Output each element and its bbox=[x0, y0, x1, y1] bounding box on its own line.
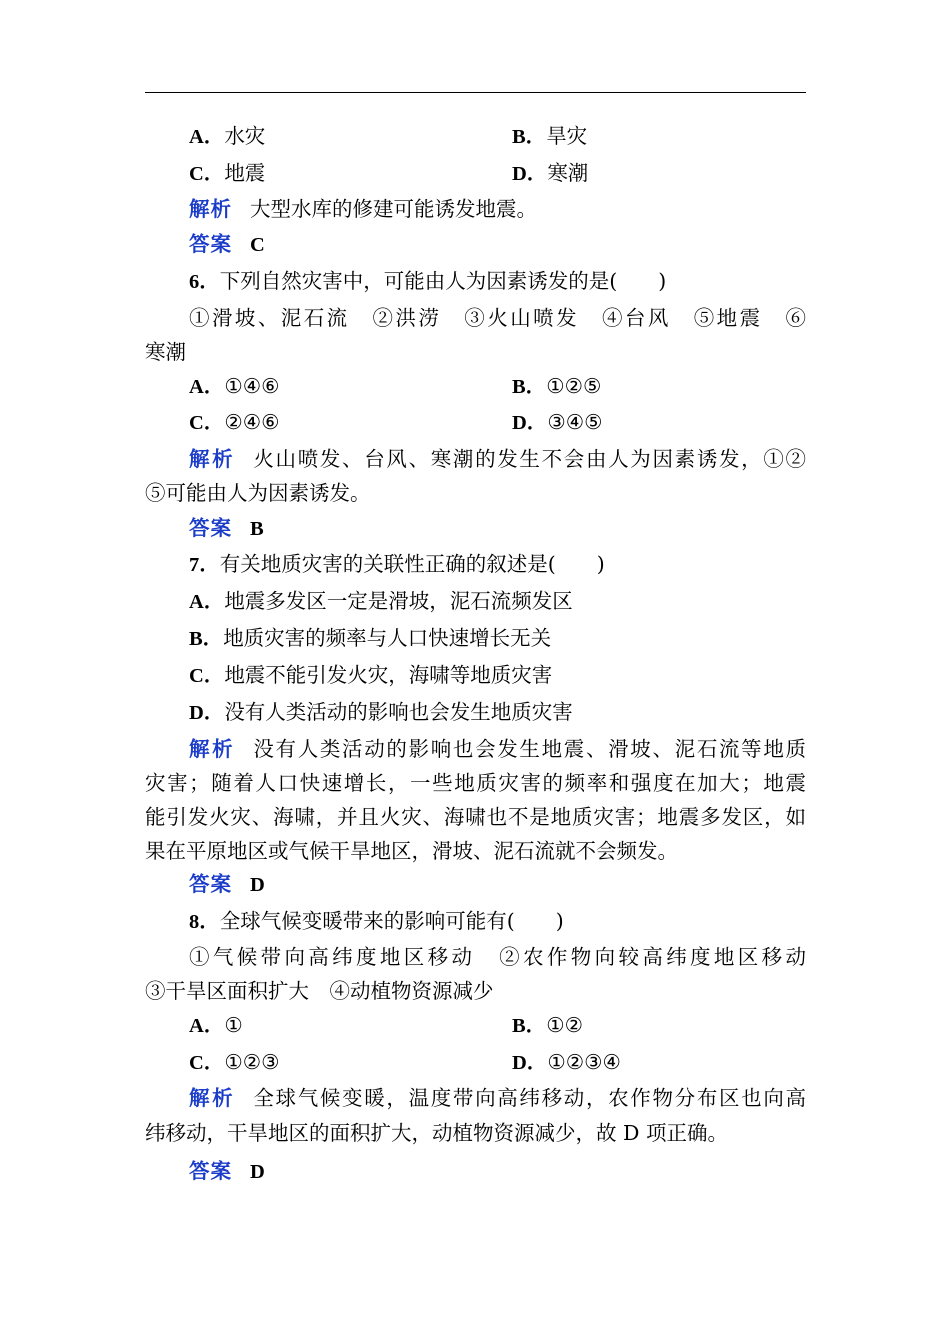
q7-option-d: D．没有人类活动的影响也会发生地质灾害 bbox=[189, 700, 573, 724]
answer-label: 答案 bbox=[189, 516, 232, 540]
q6-stem: 6．下列自然灾害中，可能由人为因素诱发的是( ) bbox=[189, 269, 667, 293]
analysis-label: 解析 bbox=[189, 197, 232, 221]
q6-analysis-line2: ⑤可能由人为因素诱发。 bbox=[145, 481, 371, 505]
q6-analysis-line1: 解析 火山喷发、台风、寒潮的发生不会由人为因素诱发，①② bbox=[189, 447, 807, 471]
q5-option-b: B．旱灾 bbox=[512, 124, 588, 148]
answer-label: 答案 bbox=[189, 1159, 232, 1183]
q7-analysis-line3: 能引发火灾、海啸，并且火灾、海啸也不是地质灾害；地震多发区，如 bbox=[145, 805, 806, 829]
q8-stem: 8．全球气候变暖带来的影响可能有( ) bbox=[189, 909, 564, 933]
q5-option-a: A．水灾 bbox=[189, 124, 266, 148]
q7-option-a: A．地震多发区一定是滑坡，泥石流频发区 bbox=[189, 589, 573, 613]
analysis-label: 解析 bbox=[189, 1086, 236, 1110]
q7-stem: 7．有关地质灾害的关联性正确的叙述是( ) bbox=[189, 552, 605, 576]
q7-analysis-line2: 灾害；随着人口快速增长，一些地质灾害的频率和强度在加大；地震 bbox=[145, 771, 806, 795]
q8-option-d: D．①②③④ bbox=[512, 1050, 621, 1074]
answer-label: 答案 bbox=[189, 872, 232, 896]
q6-option-d: D．③④⑤ bbox=[512, 410, 603, 434]
q5-analysis: 解析 大型水库的修建可能诱发地震。 bbox=[189, 197, 537, 221]
q5-option-d: D．寒潮 bbox=[512, 161, 589, 185]
answer-label: 答案 bbox=[189, 232, 232, 256]
q7-option-b: B．地质灾害的频率与人口快速增长无关 bbox=[189, 626, 552, 650]
q8-analysis-line2: 纬移动，干旱地区的面积扩大，动植物资源减少，故 D 项正确。 bbox=[145, 1121, 728, 1145]
q8-items-line2: ③干旱区面积扩大 ④动植物资源减少 bbox=[145, 979, 494, 1003]
q8-option-a: A．① bbox=[189, 1013, 243, 1037]
q6-answer: 答案 B bbox=[189, 516, 264, 540]
q6-option-c: C．②④⑥ bbox=[189, 410, 280, 434]
analysis-label: 解析 bbox=[189, 447, 236, 471]
q8-analysis-line1: 解析 全球气候变暖，温度带向高纬移动，农作物分布区也向高 bbox=[189, 1086, 807, 1110]
q8-items-line1: ①气候带向高纬度地区移动 ②农作物向较高纬度地区移动 bbox=[189, 945, 806, 969]
q5-answer: 答案 C bbox=[189, 232, 265, 256]
q6-option-a: A．①④⑥ bbox=[189, 374, 280, 398]
q7-analysis-line1: 解析 没有人类活动的影响也会发生地震、滑坡、泥石流等地质 bbox=[189, 737, 807, 761]
q6-items-line2: 寒潮 bbox=[145, 340, 186, 364]
q7-answer: 答案 D bbox=[189, 872, 265, 896]
q8-option-c: C．①②③ bbox=[189, 1050, 280, 1074]
analysis-label: 解析 bbox=[189, 737, 236, 761]
q7-option-c: C．地震不能引发火灾，海啸等地质灾害 bbox=[189, 663, 553, 687]
q5-option-c: C．地震 bbox=[189, 161, 266, 185]
q7-analysis-line4: 果在平原地区或气候干旱地区，滑坡、泥石流就不会频发。 bbox=[145, 839, 678, 863]
q8-answer: 答案 D bbox=[189, 1159, 265, 1183]
q8-option-b: B．①② bbox=[512, 1013, 583, 1037]
header-rule bbox=[145, 92, 806, 93]
q6-option-b: B．①②⑤ bbox=[512, 374, 602, 398]
q6-items-line1: ①滑坡、泥石流 ②洪涝 ③火山喷发 ④台风 ⑤地震 ⑥ bbox=[189, 306, 806, 330]
